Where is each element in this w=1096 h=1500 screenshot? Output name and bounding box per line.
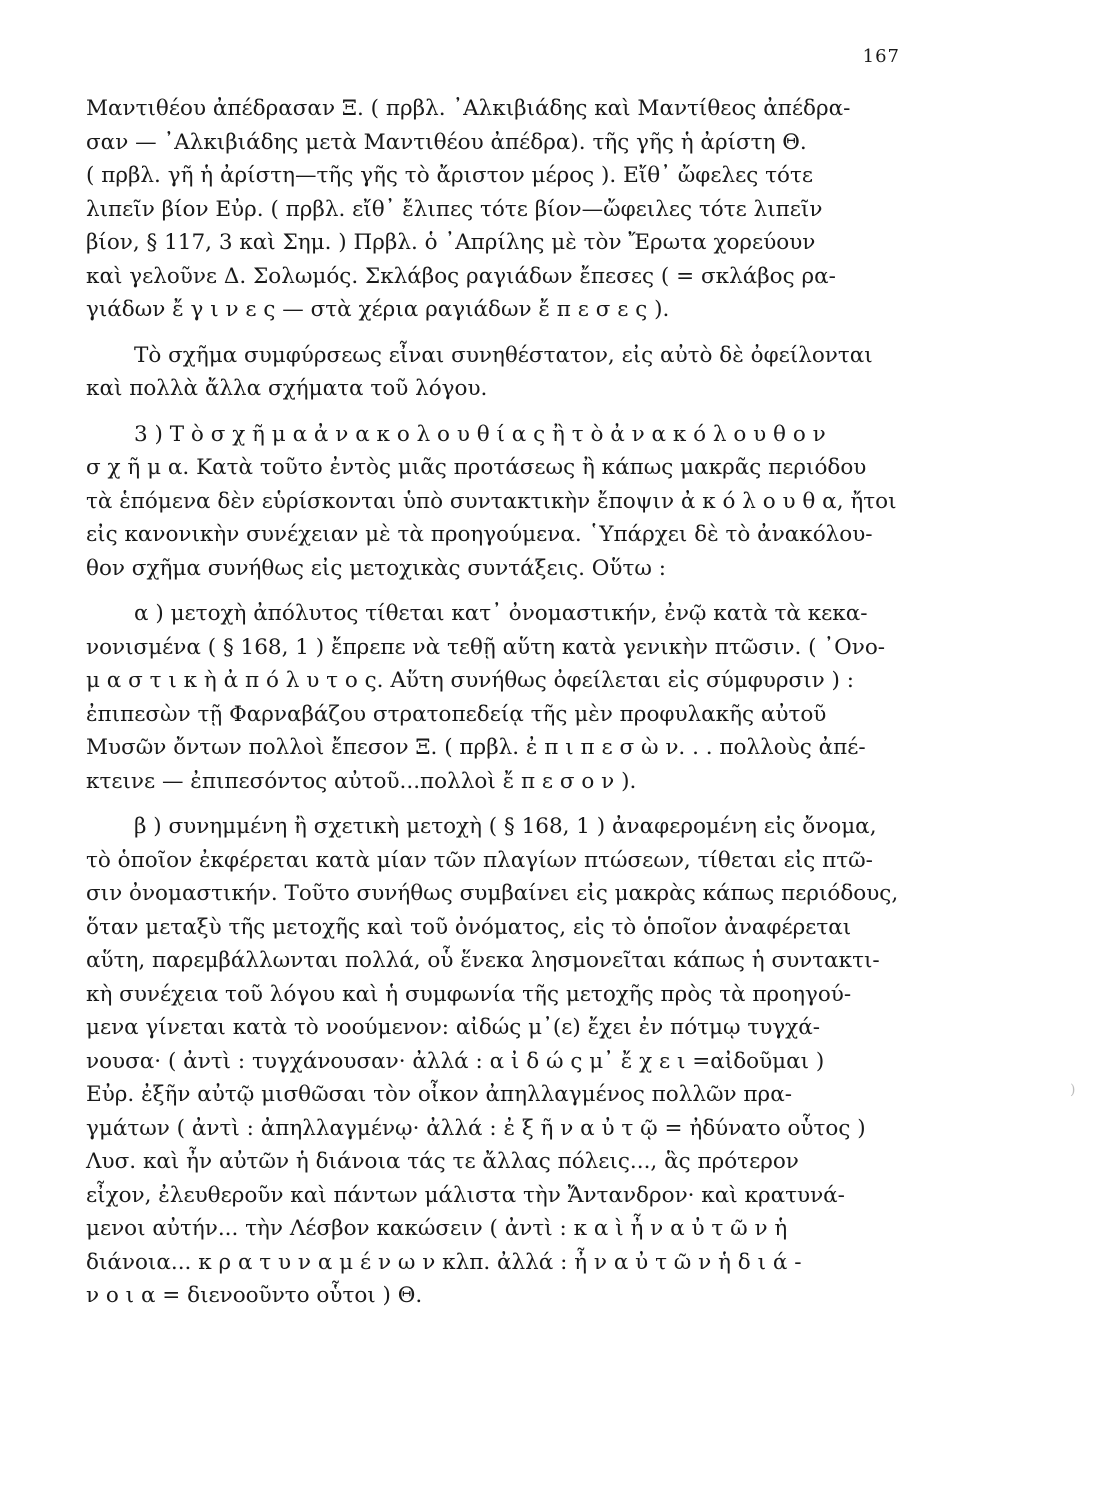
text-line: Μαντιθέου ἀπέδρασαν Ξ. ( πρβλ. ᾿Αλκιβιάδης καὶ Μαντίθεος ἀπέδρα-: [86, 96, 851, 121]
item-b-first-line: β ) συνημμένη ἢ σχετικὴ μετοχὴ ( § 168, 1 ) ἀναφερομένη εἰς ὄνομα,: [134, 814, 877, 839]
text-line: μενα γίνεται κατὰ τὸ νοούμενον: αἰδώς μ᾿(ε) ἔχει ἐν πότμῳ τυγχά-: [86, 1015, 820, 1040]
text-line: σαν — ᾿Αλκιβιάδης μετὰ Μαντιθέου ἀπέδρα). τῆς γῆς ἡ ἀρίστη Θ.: [86, 129, 807, 155]
text-line: γμάτων ( ἀντὶ : ἀπηλλαγμένῳ· ἀλλά : ἐ ξ ῆ ν α ὐ τ ῷ = ἠδύνατο οὗτος ): [86, 1115, 866, 1141]
text-line: μενοι αὐτήν... τὴν Λέσβον κακώσειν ( ἀντὶ : κ α ὶ ἦ ν α ὐ τ ῶ ν ἡ: [86, 1216, 788, 1241]
paragraph-first-line: Τὸ σχῆμα συμφύρσεως εἶναι συνηθέστατον, εἰς αὐτὸ δὲ ὀφείλονται: [134, 342, 873, 368]
text-line: ν ο ι α = διενοοῦντο οὗτοι ) Θ.: [86, 1283, 423, 1308]
text-line: τὰ ἑπόμενα δὲν εὑρίσκονται ὑπὸ συντακτικὴν ἔποψιν ἀ κ ό λ ο υ θ α, ἤτοι: [86, 488, 897, 514]
text-line: βίον, § 117, 3 καὶ Σημ. ) Πρβλ. ὁ ᾿Απρίλης μὲ τὸν Ἔρωτα χορεύουν: [86, 230, 816, 255]
text-line: ὅταν μεταξὺ τῆς μετοχῆς καὶ τοῦ ὀνόματος, εἰς τὸ ὁποῖον ἀναφέρεται: [86, 914, 852, 940]
text-line: σιν ὀνομαστικήν. Τοῦτο συνήθως συμβαίνει εἰς μακρὰς κάπως περιόδους,: [86, 881, 899, 906]
section-heading-line: 3 ) Τ ὸ σ χ ῆ μ α ἀ ν α κ ο λ ο υ θ ί α ς ἢ τ ὸ ἀ ν α κ ό λ ο υ θ ο ν: [134, 421, 826, 447]
text-line: Λυσ. καὶ ἦν αὐτῶν ἡ διάνοια τάς τε ἄλλας πόλεις..., ἃς πρότερον: [86, 1149, 799, 1174]
bleed-through-mark: ): [1070, 1082, 1076, 1098]
text-line: νονισμένα ( § 168, 1 ) ἔπρεπε νὰ τεθῇ αὕτη κατὰ γενικὴν πτῶσιν. ( ᾿Ονο-: [86, 634, 886, 660]
body-text: [86, 92, 908, 1313]
text-line: θον σχῆμα συνήθως εἰς μετοχικὰς συντάξεις. Οὕτω :: [86, 555, 666, 581]
text-line: κὴ συνέχεια τοῦ λόγου καὶ ἡ συμφωνία τῆς μετοχῆς πρὸς τὰ προηγού-: [86, 981, 852, 1007]
text-line: αὕτη, παρεμβάλλωνται πολλά, οὗ ἕνεκα λησμονεῖται κάπως ἡ συντακτι-: [86, 948, 880, 973]
text-line: ἐπιπεσὼν τῇ Φαρναβάζου στρατοπεδείᾳ τῆς μὲν προφυλακῆς αὐτοῦ: [86, 701, 827, 727]
text-line: εἰς κανονικὴν συνέχειαν μὲ τὰ προηγούμενα. ῾Υπάρχει δὲ τὸ ἀνακόλου-: [86, 522, 873, 547]
text-line: γιάδων ἔ γ ι ν ε ς — στὰ χέρια ραγιάδων ἔ π ε σ ε ς ).: [86, 297, 670, 322]
page-number: 167: [862, 46, 900, 67]
text-line: διάνοια... κ ρ α τ υ ν α μ έ ν ω ν κλπ. ἀλλά : ἦ ν α ὐ τ ῶ ν ἡ δ ι ά -: [86, 1249, 802, 1275]
text-line: εἶχον, ἐλευθεροῦν καὶ πάντων μάλιστα τὴν Ἄντανδρον· καὶ κρατυνά-: [86, 1182, 845, 1208]
text-line: λιπεῖν βίον Εὐρ. ( πρβλ. εἴθ᾿ ἔλιπες τότε βίον—ὤφειλες τότε λιπεῖν: [86, 196, 823, 222]
text-line: ( πρβλ. γῆ ἡ ἀρίστη—τῆς γῆς τὸ ἄριστον μέρος ). Εἴθ᾿ ὤφελες τότε: [86, 163, 813, 188]
text-line: καὶ γελοῦνε Δ. Σολωμός. Σκλάβος ραγιάδων ἔπεσες ( = σκλάβος ρα-: [86, 263, 836, 289]
item-a-first-line: α ) μετοχὴ ἀπόλυτος τίθεται κατ᾿ ὀνομαστικήν, ἐνῷ κατὰ τὰ κεκα-: [134, 601, 868, 626]
text-line: νουσα· ( ἀντὶ : τυγχάνουσαν· ἀλλά : α ἰ δ ώ ς μ᾿ ἔ χ ε ι =αἰδοῦμαι ): [86, 1048, 825, 1074]
text-line: σ χ ῆ μ α. Κατὰ τοῦτο ἐντὸς μιᾶς προτάσεως ἢ κάπως μακρᾶς περιόδου: [86, 455, 867, 480]
text-line: μ α σ τ ι κ ὴ ἀ π ό λ υ τ ο ς. Αὕτη συνήθως ὀφείλεται εἰς σύμφυρσιν ) :: [86, 668, 854, 693]
text-line: Εὐρ. ἐξῆν αὐτῷ μισθῶσαι τὸν οἶκον ἀπηλλαγμένος πολλῶν πρα-: [86, 1082, 792, 1107]
text-line: τὸ ὁποῖον ἐκφέρεται κατὰ μίαν τῶν πλαγίων πτώσεων, τίθεται εἰς πτῶ-: [86, 847, 873, 873]
text-line: Μυσῶν ὄντων πολλοὶ ἔπεσον Ξ. ( πρβλ. ἐ π ι π ε σ ὼ ν. . . πολλοὺς ἀπέ-: [86, 735, 866, 760]
text-line: κτεινε — ἐπιπεσόντος αὐτοῦ...πολλοὶ ἔ π ε σ ο ν ).: [86, 768, 637, 794]
text-line: καὶ πολλὰ ἄλλα σχήματα τοῦ λόγου.: [86, 376, 488, 401]
